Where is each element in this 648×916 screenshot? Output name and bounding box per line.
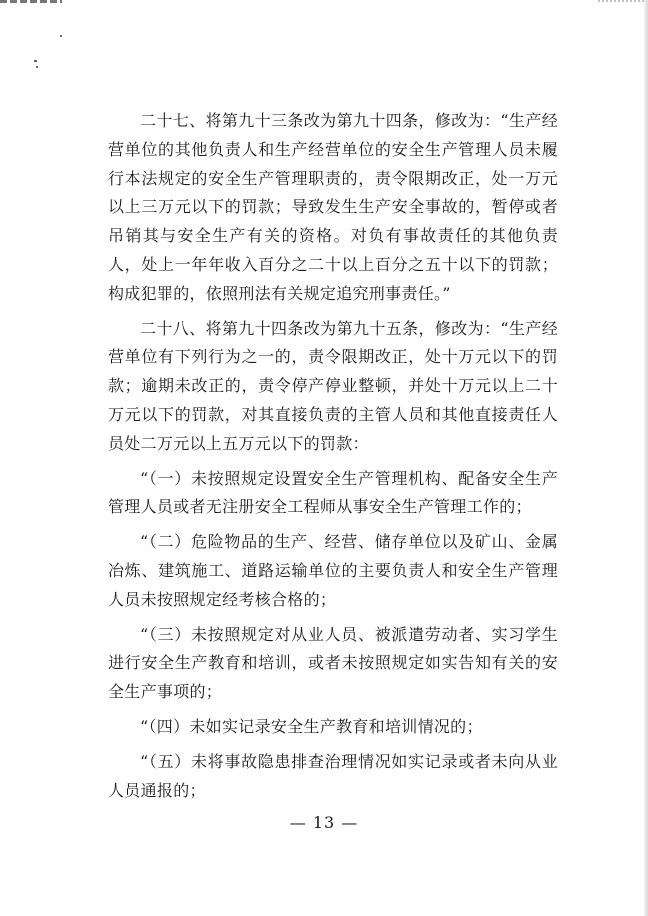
list-item-3: “（三）未按照规定对从业人员、被派遣劳动者、实习学生进行安全生产教育和培训，或者未按照规定如实告知有关的安全生产事项的； [108, 624, 558, 702]
list-item-5: “（五）未将事故隐患排查治理情况如实记录或者未向从业人员通报的； [108, 751, 558, 800]
paragraph-article-27: 二十七、将第九十三条改为第九十四条，修改为：“生产经营单位的其他负责人和生产经营单位的安全生产管理人员未履行本法规定的安全生产管理职责的，责令限期改正，处一万元以上三万元以下的罚款；导致发生生产安全事故的，暂停或者吊销其与安全生产有关的资格。对负有事故责任的其他负责人，处上一年年收入百分之二十以上百分之五十以下的罚款；构成犯罪的，依照刑法有关规定追究刑事责任。” [108, 111, 558, 303]
document-body [108, 107, 558, 805]
scan-speck [60, 35, 62, 37]
paragraph-article-28: 二十八、将第九十四条改为第九十五条，修改为：“生产经营单位有下列行为之一的，责令限期改正，处十万元以下的罚款；逾期未改正的，责令停产停业整顿，并处十万元以上二十万元以下的罚款，对其直接负责的主管人员和其他直接责任人员处二万元以上五万元以下的罚款： [108, 318, 558, 453]
scan-top-edge-right [598, 0, 646, 2]
scan-right-edge [644, 0, 648, 916]
scan-speck [34, 60, 37, 62]
list-item-2: “（二）危险物品的生产、经营、储存单位以及矿山、金属冶炼、建筑施工、道路运输单位的主要负责人和安全生产管理人员未按照规定经考核合格的； [108, 532, 558, 609]
list-item-4: “（四）未如实记录安全生产教育和培训情况的； [140, 716, 483, 736]
scan-speck [36, 66, 38, 68]
page-number: — 13 — [289, 813, 359, 832]
list-item-1: “（一）未按照规定设置安全生产管理机构、配备安全生产管理人员或者无注册安全工程师从事安全生产管理工作的； [108, 468, 558, 517]
scan-top-edge [0, 0, 62, 3]
